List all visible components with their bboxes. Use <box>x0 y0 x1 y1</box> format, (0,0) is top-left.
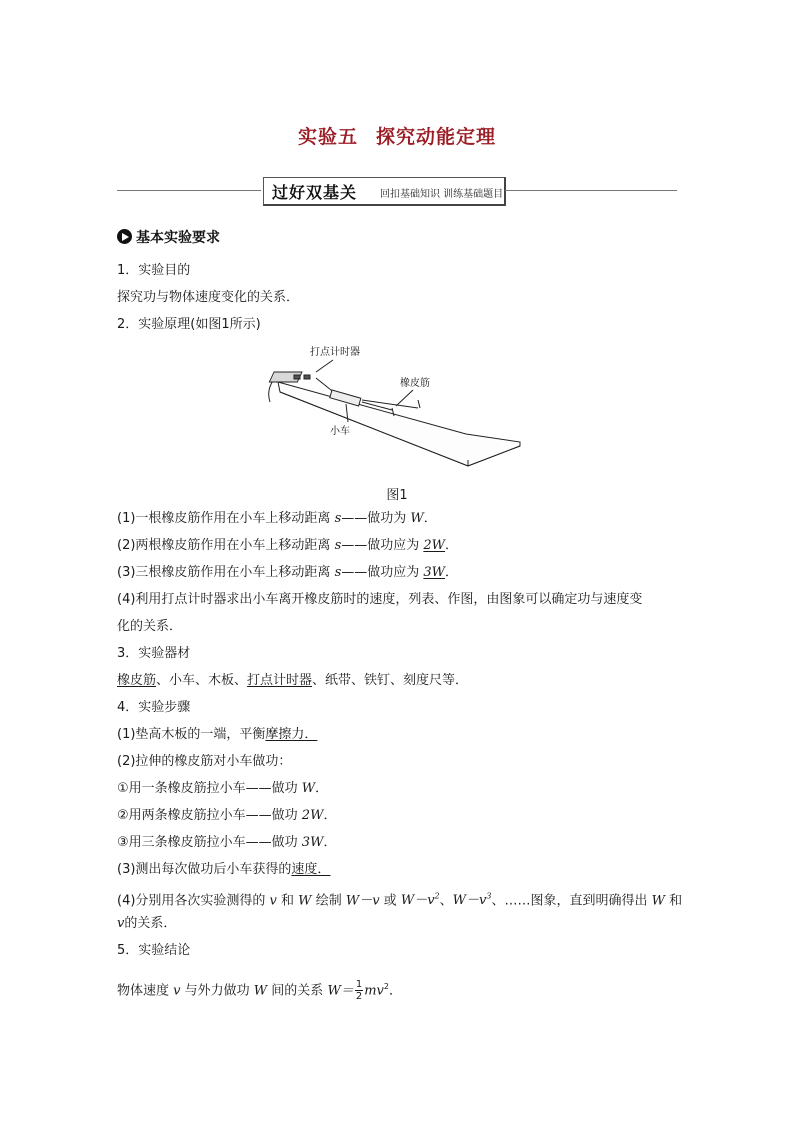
s3-heading: 3．实验器材 <box>117 646 191 661</box>
board <box>278 382 520 466</box>
s1-heading: 1．实验目的 <box>117 263 191 278</box>
label-cart: 小车 <box>330 426 350 437</box>
label-timer: 打点计时器 <box>310 347 360 358</box>
label-rubber: 橡皮筋 <box>400 378 430 389</box>
s4-step-2: (2)拉伸的橡皮筋对小车做功： <box>117 754 292 769</box>
timer-part-b <box>304 375 310 379</box>
s4-step-4-line2: v的关系． <box>117 916 177 931</box>
s2-item-3: (3)三根橡皮筋作用在小车上移动距离 s——做功应为 3W． <box>117 565 459 580</box>
leader-rubber <box>396 390 413 406</box>
s4-step-4-line1: (4)分别用各次实验测得的 v 和 W 绘制 W－v 或 $W-v^2$、$W-v^3$、……图象，直到明确得出 W 和 <box>117 892 683 909</box>
section-heading-text: 基本实验要求 <box>136 230 220 246</box>
s1-text: 探究功与物体速度变化的关系． <box>117 290 300 305</box>
title-part2: 探究动能定理 <box>376 126 497 148</box>
fraction-half: $\frac{1}{2}$ <box>355 979 363 1003</box>
s3-equipment: 橡皮筋、小车、木板、打点计时器、纸带、铁钉、刻度尺等． <box>117 673 469 688</box>
section-heading <box>117 227 220 247</box>
timer-part-a <box>294 375 300 379</box>
banner-sub-text: 回扣基础知识 训练基础题目 <box>380 189 504 200</box>
s2-item-1: (1)一根橡皮筋作用在小车上移动距离 s——做功为 W． <box>117 511 437 526</box>
s2-item-4-line1: (4)利用打点计时器求出小车离开橡皮筋时的速度，列表、作图，由图象可以确定功与速度变 <box>117 592 643 607</box>
nail <box>418 400 420 408</box>
section-banner <box>117 173 677 209</box>
s5-heading: 5．实验结论 <box>117 943 191 958</box>
s4-step-1: (1)垫高木板的一端，平衡摩擦力． <box>117 727 318 742</box>
banner-rule-right <box>505 190 677 191</box>
s2-heading: 2．实验原理(如图1所示) <box>117 317 261 332</box>
banner-rule-left <box>117 190 261 191</box>
apparatus-diagram <box>258 342 528 470</box>
play-circle-icon <box>117 229 132 244</box>
title-part1: 实验五 <box>297 126 358 148</box>
banner-main-text: 过好双基关 <box>272 183 358 202</box>
s4-sub-3: ③用三条橡皮筋拉小车——做功 3W． <box>117 835 337 850</box>
leader-timer <box>316 360 333 372</box>
s4-step-3: (3)测出每次做功后小车获得的速度． <box>117 862 331 877</box>
s2-item-4-line2: 化的关系． <box>117 619 183 634</box>
s4-heading: 4．实验步骤 <box>117 700 191 715</box>
apparatus-figure <box>258 342 528 470</box>
s4-sub-2: ②用两条橡皮筋拉小车——做功 2W． <box>117 808 337 823</box>
s4-sub-1: ①用一条橡皮筋拉小车——做功 W． <box>117 781 329 796</box>
s5-conclusion: 物体速度 v 与外力做功 W 间的关系 W＝ $\frac{1}{2}$ $mv^2$． <box>117 979 402 1003</box>
page-title <box>0 122 794 149</box>
banner-box <box>263 177 506 206</box>
figure-caption: 图1 <box>386 488 408 503</box>
s2-item-2: (2)两根橡皮筋作用在小车上移动距离 s——做功应为 2W． <box>117 538 459 553</box>
